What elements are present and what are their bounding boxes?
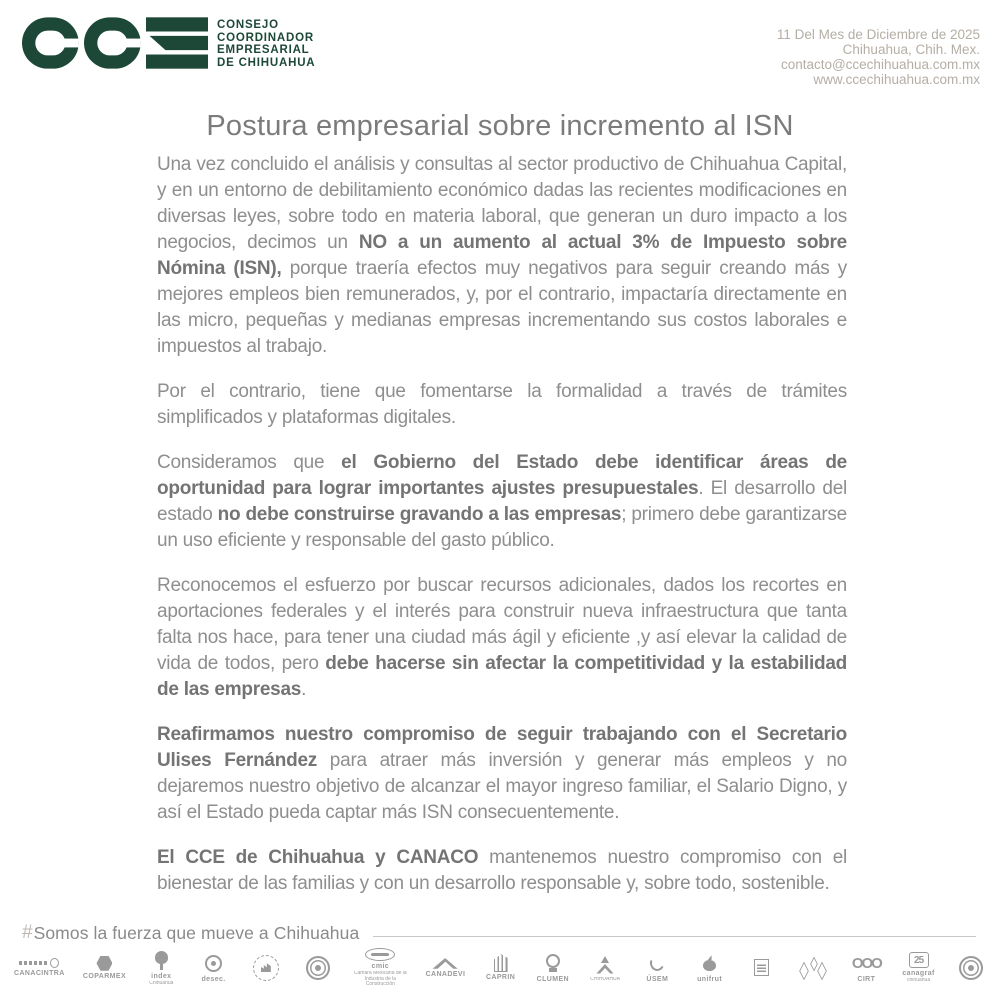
partner-logo-round-seal-2	[954, 957, 988, 979]
contact-block	[777, 16, 980, 87]
partner-logo-label: unifrut	[697, 976, 723, 984]
diamonds-icon	[797, 959, 831, 977]
partner-logo-canadevi	[426, 957, 466, 978]
desec-icon	[205, 952, 222, 974]
footer-tagline: Somos la fuerza que mueve a Chihuahua	[33, 922, 360, 943]
partner-logos-row	[14, 948, 988, 988]
org-name-line: EMPRESARIAL	[217, 44, 310, 56]
partner-logo-label: canagraf	[902, 970, 935, 977]
location-line: Chihuahua, Chih. Mex.	[842, 42, 980, 57]
footer-tagline-row	[22, 922, 976, 944]
fvm-badge-icon	[754, 959, 769, 976]
cmic-icon	[365, 948, 395, 961]
partner-logo-amia-chihuahua	[588, 954, 622, 983]
usem-icon	[650, 952, 664, 974]
header	[22, 16, 980, 87]
partner-logo-label: index	[151, 973, 172, 980]
body-paragraph: Por el contrario, tiene que fomentarse la formalidad a través de trámites simplificados y plataformas digitales.	[157, 381, 847, 428]
partner-logo-caption: CHIHUAHUA	[590, 976, 620, 982]
canadevi-icon	[432, 957, 458, 969]
partner-logo-label: COPARMEX	[82, 972, 127, 980]
partner-logo-label: CIRT	[857, 976, 876, 984]
document-body	[157, 152, 847, 916]
org-name-line: DE CHIHUAHUA	[217, 56, 316, 69]
partner-logo-label: desec.	[201, 976, 226, 984]
caprin-icon	[494, 954, 508, 972]
body-paragraph: El CCE de Chihuahua y CANACO mantenemos nuestro compromiso con el bienestar de las familias y con un desarrollo responsable y, sobre todo, sostenible.	[157, 847, 847, 894]
cce-logo-icon	[22, 16, 208, 70]
footer-rule	[373, 936, 976, 937]
chihuahua-capital-seal-icon	[253, 957, 279, 979]
partner-logo-caption: chihuahua	[907, 978, 931, 983]
body-paragraph: Una vez concluido el análisis y consultas al sector productivo de Chihuahua Capital, y en un entorno de debilitamiento económico dadas las recientes modificaciones en diversas leyes, sobre todo en materia laboral, que generan un duro impacto a los negocios, decimos un NO a un aumento al actual 3% de Impuesto sobre Nómina (ISN), porque traería efectos muy negativos para seguir creando más y mejores empleos bien remunerados, y, por el contrario, impactaría directamente en las micro, pequeñas y medianas empresas incrementando sus costos laborales e impuestos al trabajo.	[157, 154, 847, 357]
partner-logo-coparmex	[83, 956, 126, 980]
org-name-line: COORDINADOR	[217, 31, 314, 44]
hashtag-icon: #	[22, 922, 33, 943]
partner-logo-clumen	[536, 952, 570, 983]
partner-logo-caption: Chihuahua	[149, 981, 174, 986]
partner-logo-desec	[197, 952, 231, 983]
partner-logo-index-chihuahua	[144, 949, 178, 987]
partner-logo-unifrut	[693, 952, 727, 983]
partner-logo-canacintra	[14, 958, 65, 977]
partner-logo-label: CANACINTRA	[14, 970, 65, 978]
partner-logo-label: CLUMEN	[536, 976, 569, 984]
canagraf-icon	[909, 952, 929, 968]
partner-logo-round-seal-1	[301, 957, 335, 979]
page-title: Postura empresarial sobre incremento al ISN	[206, 110, 794, 142]
partner-logo-usem	[640, 952, 674, 983]
cirt-icon	[852, 952, 881, 974]
partner-logo-cmic	[353, 948, 407, 988]
unifrut-icon	[703, 952, 716, 974]
website-url[interactable]: www.ccechihuahua.com.mx	[813, 72, 980, 87]
partner-logo-label: ÚSEM	[646, 976, 669, 984]
partner-logo-cirt	[849, 952, 883, 983]
amia-chihuahua-icon	[596, 954, 614, 976]
clumen-icon	[546, 952, 560, 974]
org-name-line: CONSEJO	[217, 19, 279, 31]
partner-logo-caption: Cámara Mexicana de la Industria de la Construcción	[353, 971, 407, 987]
round-seal-2-icon	[959, 957, 983, 979]
body-paragraph: Reconocemos el esfuerzo por buscar recursos adicionales, dados los recortes en aportaciones federales y el interés para construir nueva infraestructura que tanta falta nos hace, para tener una ciudad más ágil y eficiente ,y así elevar la calidad de vida de todos, pero debe hacerse sin afectar la competitividad y la estabilidad de las empresas.	[157, 575, 848, 700]
partner-logo-label: CANADEVI	[425, 971, 466, 979]
partner-logo-chihuahua-capital-seal	[249, 957, 283, 979]
brand-block	[22, 16, 315, 70]
partner-logo-label: CAPRIN	[485, 974, 516, 982]
partner-logo-canagraf	[902, 952, 936, 984]
canacintra-icon	[19, 958, 59, 968]
partner-logo-caprin	[484, 954, 518, 981]
partner-logo-fvm-badge	[745, 959, 779, 976]
index-chihuahua-icon	[155, 949, 168, 971]
org-name	[217, 16, 315, 69]
date-line: 11 Del Mes de Diciembre de 2025	[776, 27, 980, 42]
body-paragraph: Consideramos que el Gobierno del Estado debe identificar áreas de oportunidad para lograr importantes ajustes presupuestales. El desarrollo del estado no debe construirse gravando a las empresas; primero debe garantizarse un uso eficiente y responsable del gasto público.	[157, 452, 848, 551]
partner-logo-label: cmic	[371, 963, 390, 970]
partner-logo-diamonds	[797, 959, 831, 977]
round-seal-1-icon	[306, 957, 330, 979]
coparmex-icon	[96, 956, 112, 971]
contact-email[interactable]: contacto@ccechihuahua.com.mx	[780, 57, 980, 72]
body-paragraph: Reafirmamos nuestro compromiso de seguir trabajando con el Secretario Ulises Fernández para atraer más inversión y generar más empleos y no dejaremos nuestro objetivo de alcanzar el mayor ingreso familiar, el Salario Digno, y así el Estado pueda captar más ISN consecuentemente.	[157, 724, 847, 823]
